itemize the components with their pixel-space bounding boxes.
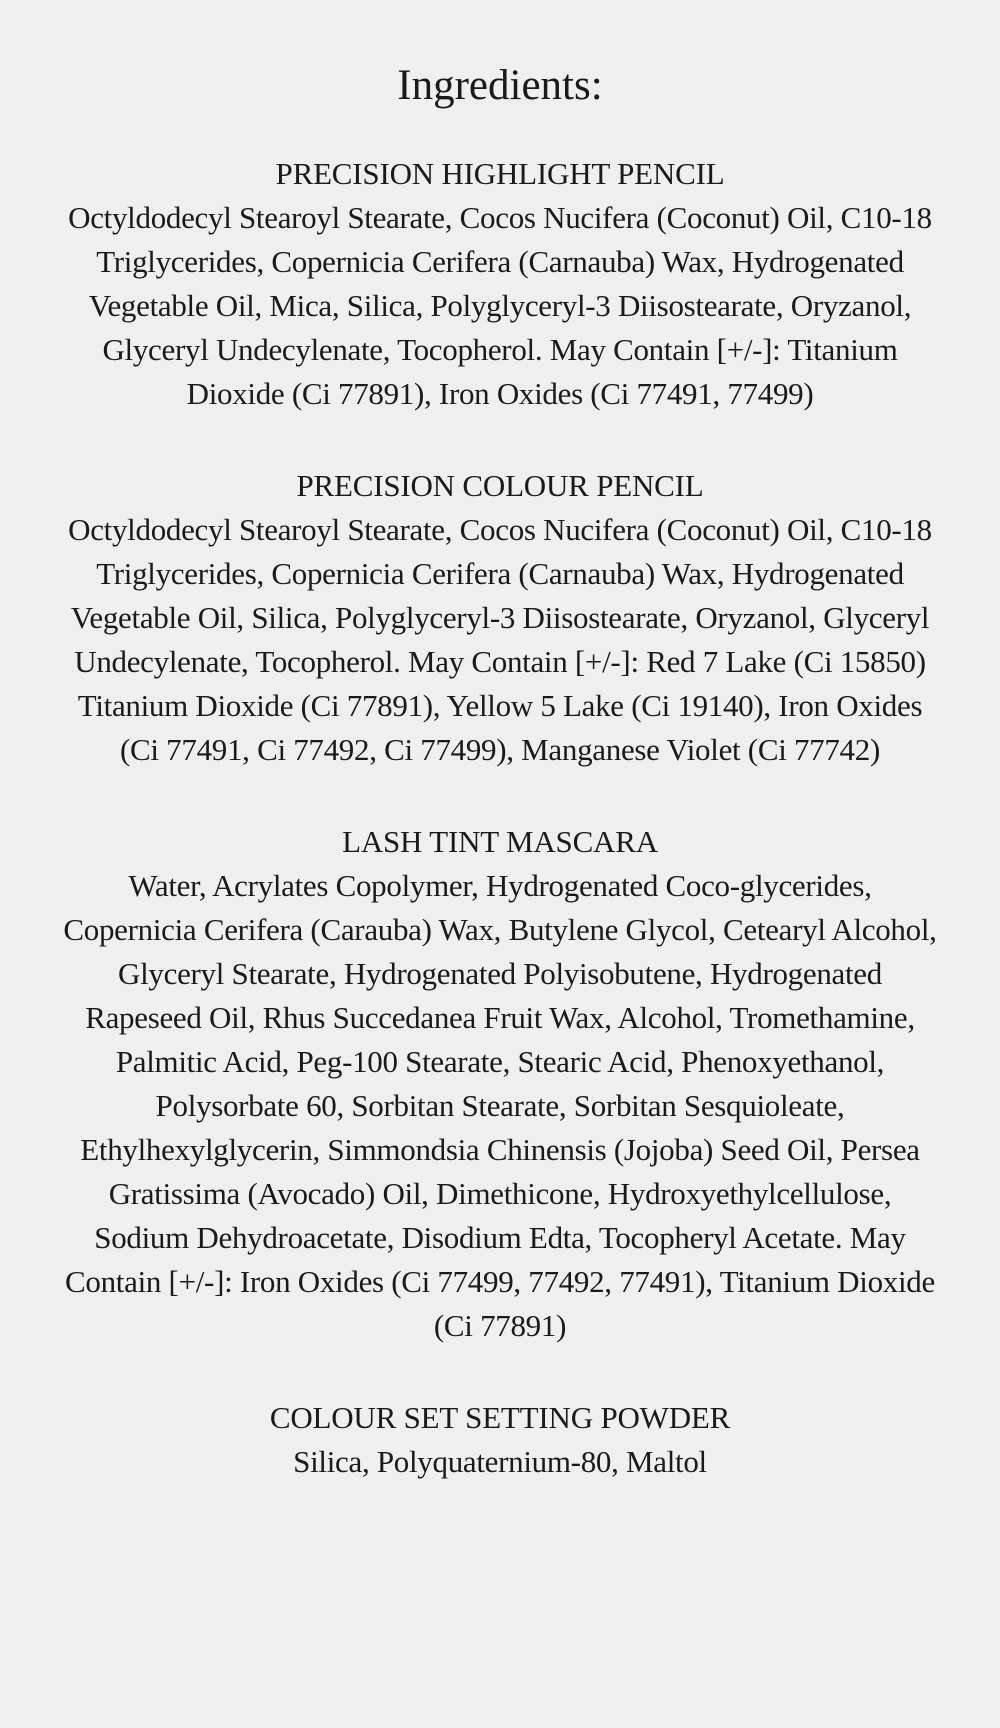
ingredient-list: Silica, Polyquaternium-80, Maltol [293, 1443, 707, 1479]
section-precision-highlight-pencil [60, 152, 940, 416]
ingredient-list: Octyldodecyl Stearoyl Stearate, Cocos Nucifera (Coconut) Oil, C10-18 Triglycerides, Copernicia Cerifera (Carnauba) Wax, Hydrogenated Vegetable Oil, Silica, Polyglyceryl-3 Diisostearate, Oryzanol, Glyceryl Undecylenate, Tocopherol. May Contain [+/-]: Red 7 Lake (Ci 15850) Titanium Dioxide (Ci 77891), Yellow 5 Lake (Ci 19140), Iron Oxides (Ci 77491, Ci 77492, Ci 77499), Manganese Violet (Ci 77742) [68, 511, 932, 767]
section-lash-tint-mascara [60, 820, 940, 1348]
section-colour-set-setting-powder [60, 1396, 940, 1484]
ingredient-list: Octyldodecyl Stearoyl Stearate, Cocos Nucifera (Coconut) Oil, C10-18 Triglycerides, Copernicia Cerifera (Carnauba) Wax, Hydrogenated Vegetable Oil, Mica, Silica, Polyglyceryl-3 Diisostearate, Oryzanol, Glyceryl Undecylenate, Tocopherol. May Contain [+/-]: Titanium Dioxide (Ci 77891), Iron Oxides (Ci 77491, 77499) [68, 199, 932, 411]
page-title: Ingredients: [397, 62, 603, 109]
section-heading: LASH TINT MASCARA [342, 823, 658, 859]
section-precision-colour-pencil [60, 464, 940, 772]
ingredient-list: Water, Acrylates Copolymer, Hydrogenated Coco-glycerides, Copernicia Cerifera (Carauba) Wax, Butylene Glycol, Cetearyl Alcohol, Glyceryl Stearate, Hydrogenated Polyisobutene, Hydrogenated Rapeseed Oil, Rhus Succedanea Fruit Wax, Alcohol, Tromethamine, Palmitic Acid, Peg-100 Stearate, Stearic Acid, Phenoxyethanol, Polysorbate 60, Sorbitan Stearate, Sorbitan Sesquioleate, Ethylhexylglycerin, Simmondsia Chinensis (Jojoba) Seed Oil, Persea Gratissima (Avocado) Oil, Dimethicone, Hydroxyethylcellulose, Sodium Dehydroacetate, Disodium Edta, Tocopheryl Acetate. May Contain [+/-]: Iron Oxides (Ci 77499, 77492, 77491), Titanium Dioxide (Ci 77891) [63, 867, 937, 1343]
section-heading: PRECISION COLOUR PENCIL [296, 467, 704, 503]
section-heading: COLOUR SET SETTING POWDER [269, 1399, 731, 1435]
section-heading: PRECISION HIGHLIGHT PENCIL [275, 155, 725, 191]
